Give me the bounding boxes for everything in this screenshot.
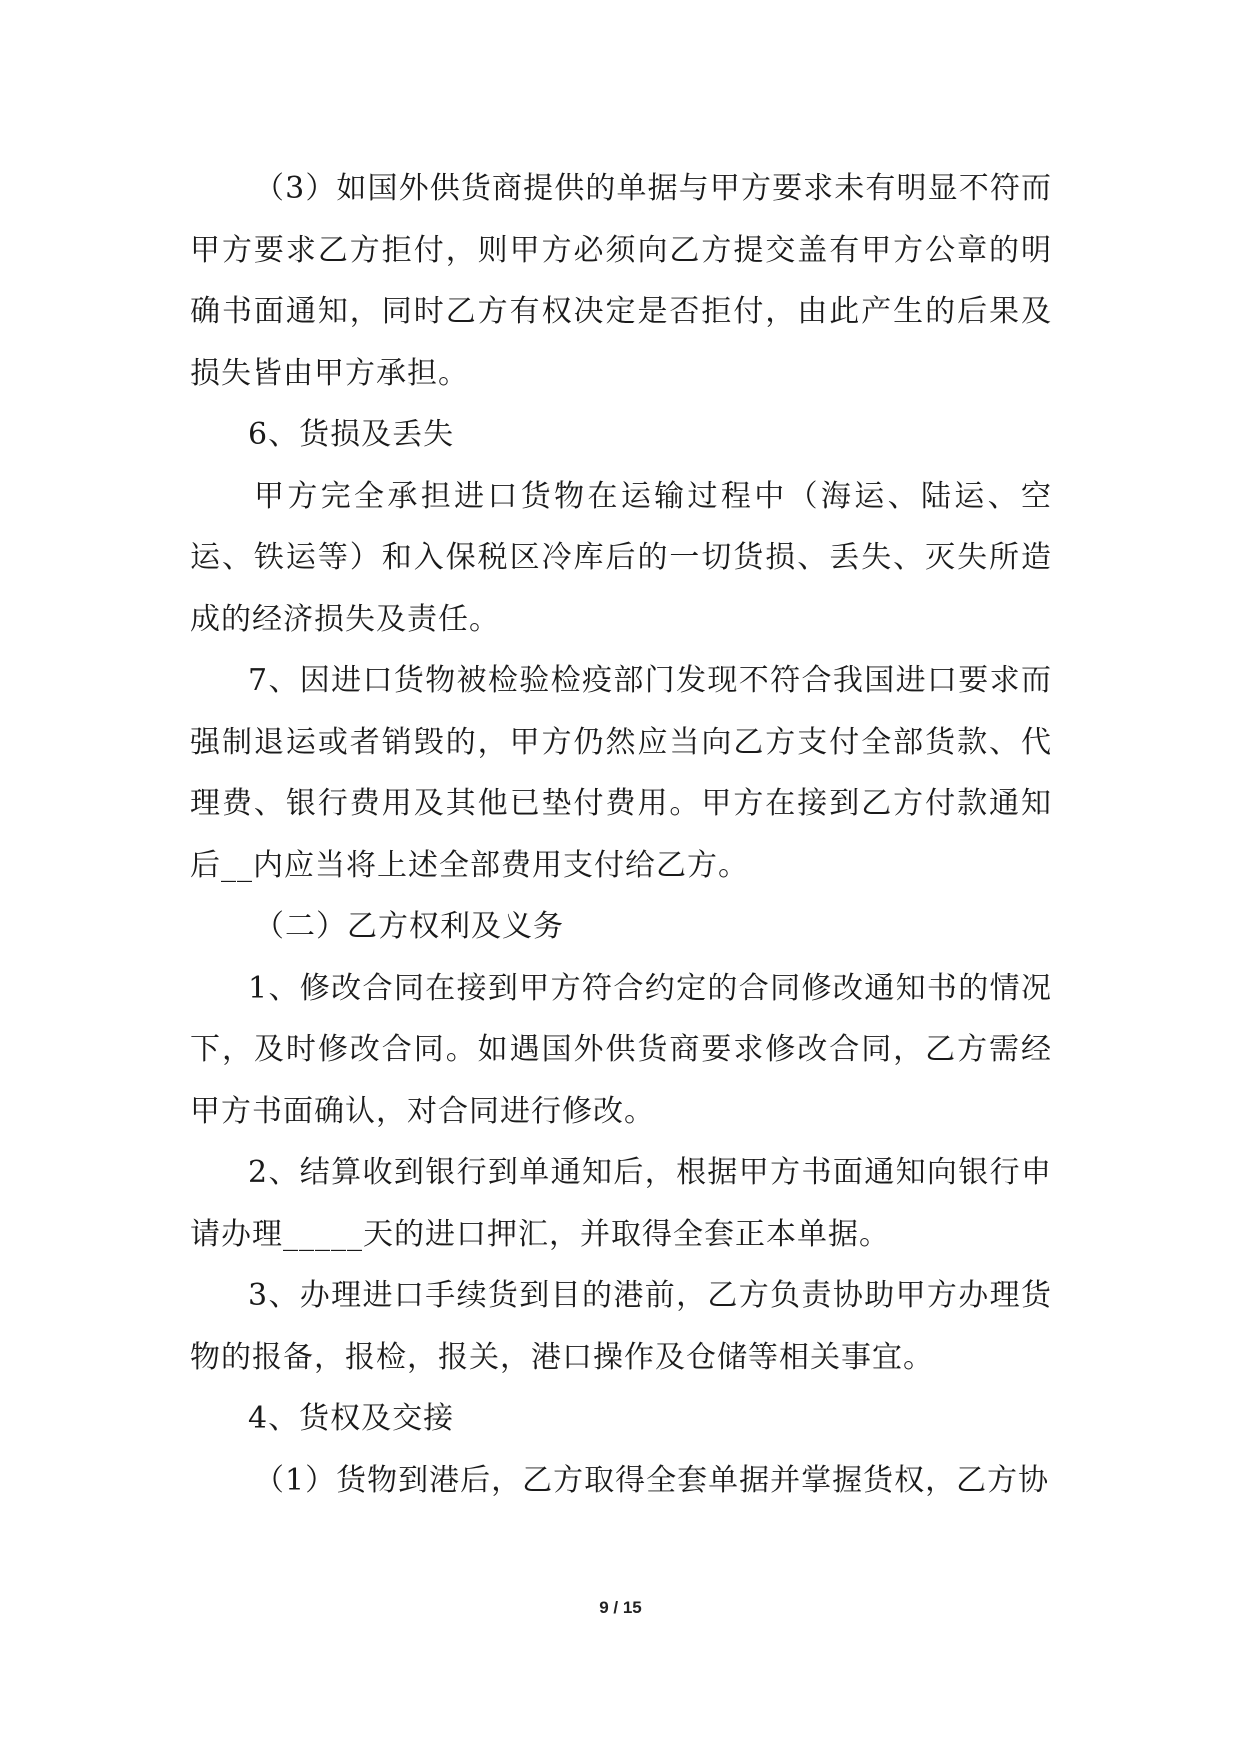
paragraph-4-1-arrival: （1）货物到港后，乙方取得全套单据并掌握货权，乙方协 (254, 1462, 1050, 1498)
paragraph-clause-3: （3）如国外供货商提供的单据与甲方要求未有明显不符而甲方要求乙方拒付，则甲方必须向乙方提交盖有甲方公章的明确书面通知，同时乙方有权决定是否拒付，由此产生的后果及损失皆由甲方承担。 (190, 171, 1052, 391)
document-body (190, 158, 1052, 1511)
paragraph-3-import-procedures: 3、办理进口手续货到目的港前，乙方负责协助甲方办理货物的报备，报检，报关，港口操作及仓储等相关事宜。 (190, 1278, 1052, 1375)
heading-4-ownership-handover: 4、货权及交接 (248, 1401, 455, 1436)
paragraph-2-settlement: 2、结算收到银行到单通知后，根据甲方书面通知向银行申请办理_____天的进口押汇，并取得全套正本单据。 (190, 1155, 1052, 1252)
paragraph-7-return-destroy: 7、因进口货物被检验检疫部门发现不符合我国进口要求而强制退运或者销毁的，甲方仍然应当向乙方支付全部货款、代理费、银行费用及其他已垫付费用。甲方在接到乙方付款通知后__内应当将上述全部费用支付给乙方。 (190, 663, 1052, 883)
page-number: 9 / 15 (599, 1598, 642, 1617)
paragraph-damage-liability: 甲方完全承担进口货物在运输过程中（海运、陆运、空运、铁运等）和入保税区冷库后的一切货损、丢失、灭失所造成的经济损失及责任。 (190, 478, 1052, 637)
heading-party-b-rights: （二）乙方权利及义务 (254, 909, 564, 944)
paragraph-1-modify-contract: 1、修改合同在接到甲方符合约定的合同修改通知书的情况下，及时修改合同。如遇国外供货商要求修改合同，乙方需经甲方书面确认，对合同进行修改。 (190, 970, 1052, 1129)
heading-6-damage-loss: 6、货损及丢失 (248, 417, 455, 452)
